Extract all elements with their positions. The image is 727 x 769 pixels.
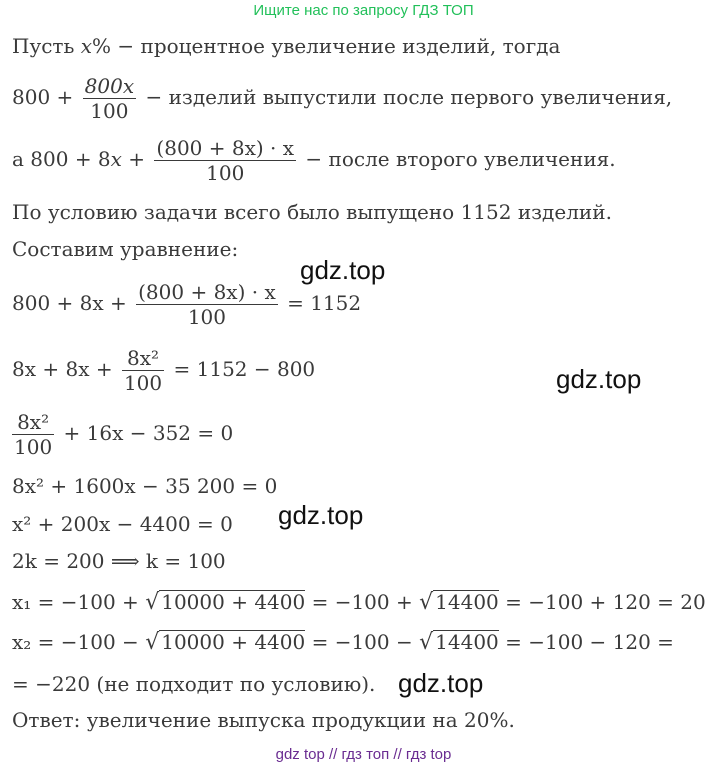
fraction [122,346,164,395]
formula-line-2 [12,74,672,123]
sqrt-sign: √ [419,590,434,615]
text: 8x + 8x + [12,357,119,381]
sqrt-sign: √ [145,590,160,615]
text-line-5: Составим уравнение: [12,237,239,261]
var: x [110,147,122,171]
text: 800 + 8x + [12,291,134,315]
top-banner: Ищите нас по запросу ГДЗ ТОП [253,2,474,19]
sqrt-sign: √ [145,630,160,655]
formula-line-14: = −220 (не подходит по условию). [12,672,376,696]
text: x₂ = −100 − [12,630,146,654]
text-line-4: По условию задачи всего было выпущено 1152 изделий. [12,200,612,224]
denominator: 100 [123,371,163,395]
text: − изделий выпустили после первого увеличения, [139,85,673,109]
numerator: (800 + 8x) · x [138,280,276,304]
numerator: 8x² [122,346,164,371]
watermark: gdz.top [398,668,484,698]
text: x₁ = −100 + [12,590,146,614]
formula-line-6 [12,280,361,329]
fraction [12,410,54,459]
formula-line-8 [12,410,233,459]
footer-links: gdz top // гдз топ // гдз top [275,746,452,763]
formula-line-12 [12,590,706,615]
text: % − процентное увеличение изделий, тогда [92,34,561,58]
text: − после второго увеличения. [299,147,616,171]
fraction [154,136,296,185]
fraction [136,280,278,329]
formula-line-9: 8x² + 1600x − 35 200 = 0 [12,474,278,498]
text: Пусть [12,34,81,58]
text: = −100 − [305,630,420,654]
text: = 1152 − 800 [167,357,316,381]
denominator: 100 [206,161,245,185]
radicand: 14400 [435,590,499,614]
formula-line-7 [12,346,315,395]
text: + [121,147,152,171]
watermark: gdz.top [278,500,364,530]
watermark: gdz.top [300,255,386,285]
text: + 16x − 352 = 0 [57,421,234,445]
radicand: 10000 + 4400 [161,630,306,654]
text: 800 + [12,85,80,109]
fraction [83,74,136,123]
numerator: 800x [84,74,135,98]
text: а 800 + 8 [12,147,111,171]
formula-line-10: x² + 200x − 4400 = 0 [12,512,233,536]
answer-line: Ответ: увеличение выпуска продукции на 20%. [12,708,515,732]
formula-line-13 [12,630,674,655]
formula-line-3 [12,136,616,185]
text: = 1152 [280,291,362,315]
watermark: gdz.top [556,364,642,394]
sqrt-sign: √ [419,630,434,655]
radicand: 10000 + 4400 [161,590,306,614]
denominator: 100 [14,435,53,459]
text: = −100 + [305,590,420,614]
numerator: 8x² [12,410,54,435]
text-line-1 [12,34,560,58]
formula-line-11: 2k = 200 ⟹ k = 100 [12,549,226,573]
radicand: 14400 [435,630,499,654]
denominator: 100 [187,305,227,329]
var: x [80,34,93,58]
text: = −100 + 120 = 20 [498,590,706,614]
numerator: (800 + 8x) · x [156,136,295,160]
text: = −100 − 120 = [498,630,674,654]
denominator: 100 [90,99,129,123]
